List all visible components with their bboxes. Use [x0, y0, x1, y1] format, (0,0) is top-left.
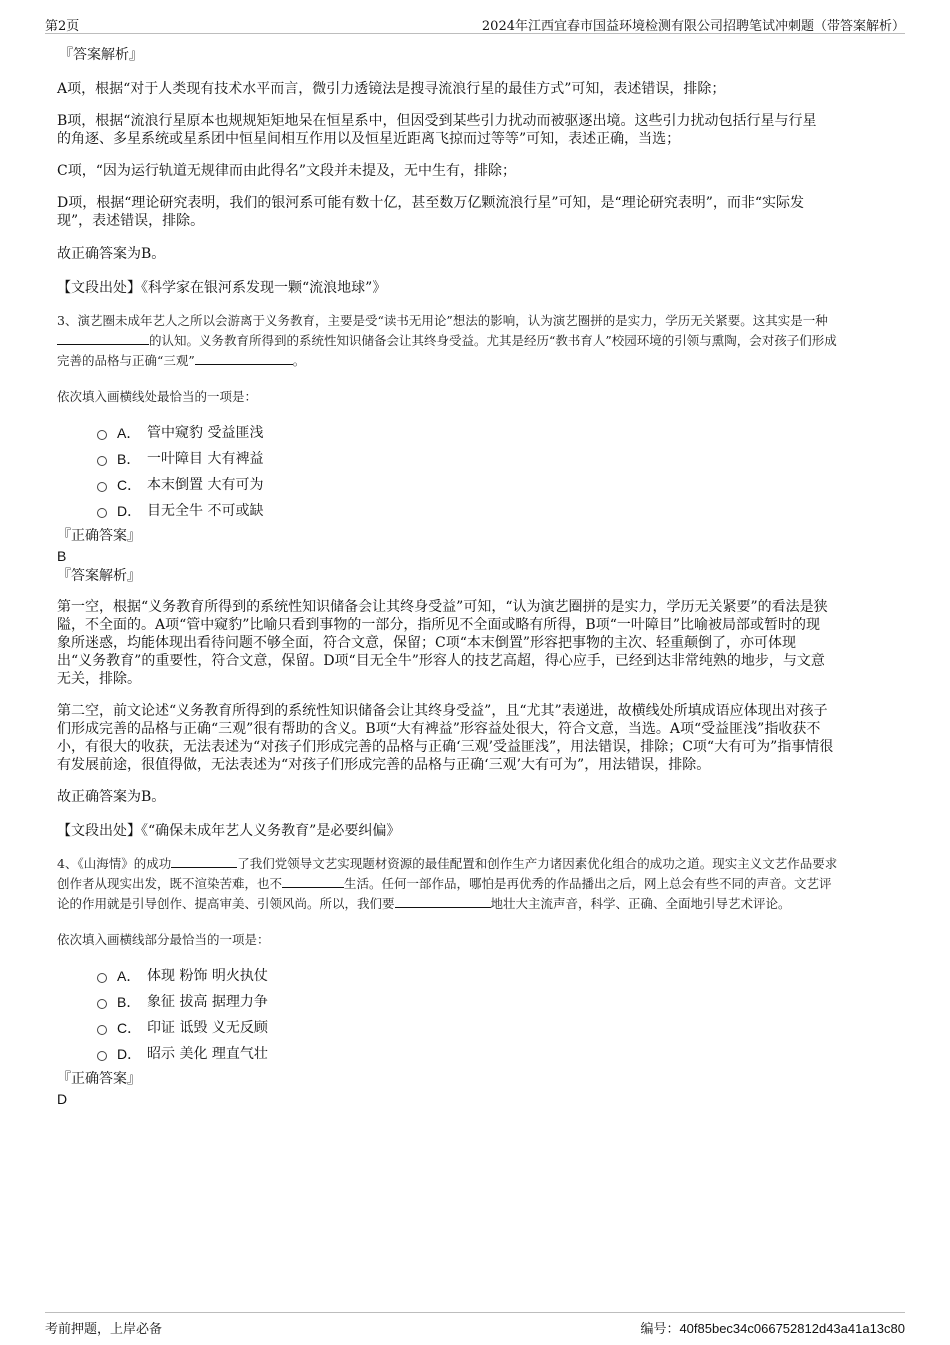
- analysis-option-a: A项，根据“对于人类现有技术水平而言，微引力透镜法是搜寻流浪行星的最佳方式”可知，表述错误，排除；: [57, 81, 726, 97]
- page-header: [45, 13, 905, 34]
- question-3-options: [97, 420, 895, 524]
- fill-blank: [195, 352, 293, 365]
- answer-label: 『正确答案』: [57, 1071, 141, 1087]
- option-b[interactable]: B． 象征 拔高 据理力争: [97, 989, 895, 1015]
- option-a[interactable]: A． 管中窥豹 受益匪浅: [97, 420, 895, 446]
- fill-blank: [282, 875, 344, 888]
- footer-slogan: 考前押题，上岸必备: [45, 1322, 163, 1337]
- question-3-stem-line1: 3、演艺圈未成年艺人之所以会游离于义务教育，主要是受“读书无用论”想法的影响，认为演艺圈拼的是实力，学历无关紧要。这其实是一种: [57, 313, 828, 328]
- analysis-option-b-line2: 的角逐、多星系统或星系团中恒星间相互作用以及恒星近距离飞掠而过等等”可知，表述正确，当选；: [57, 131, 681, 147]
- radio-icon[interactable]: [97, 482, 107, 492]
- page-number: 第2页: [45, 19, 80, 34]
- option-b[interactable]: B． 一叶障目 大有裨益: [97, 446, 895, 472]
- source-citation: 【文段出处】《“确保未成年艺人义务教育”是必要纠偏》: [57, 823, 401, 839]
- question-4-stem-line3: 论的作用就是引导创作、提高审美、引领风尚。所以，我们要 地壮大主流声音，科学、正确、全面地引导艺术评论。: [57, 896, 791, 911]
- radio-icon[interactable]: [97, 1051, 107, 1061]
- question-4-options: [97, 963, 895, 1067]
- fill-blank: [395, 895, 491, 908]
- analysis-option-d-line2: 现”，表述错误，排除。: [57, 213, 205, 229]
- question-4-prompt: 依次填入画横线部分最恰当的一项是：: [57, 932, 270, 947]
- analysis-paragraph-1: 第一空，根据“义务教育所得到的系统性知识储备会让其终身受益”可知，“认为演艺圈拼的是实力，学历无关紧要”的看法是狭 隘，不全面的。A项“管中窥豹”比喻只看到事物的一部分，指所见不全面或略有所得，B项“一叶障目”比喻被局部或暂时的现 象所迷惑，均能体现出看待问题不够全面，符合文意，保留；C项“本末倒置”形容把事物的主次、轻重颠倒了，亦可体现 出“义务教育”的重要性，符合文意，保留。D项“目无全牛”形容人的技艺高超，得心应手，已经到达非常纯熟的地步，与文意 无关，排除。: [57, 599, 828, 687]
- analysis-conclusion: 故正确答案为B。: [57, 246, 166, 262]
- option-d[interactable]: D． 昭示 美化 理直气壮: [97, 1041, 895, 1067]
- fill-blank: [171, 855, 237, 868]
- radio-icon[interactable]: [97, 1025, 107, 1035]
- radio-icon[interactable]: [97, 430, 107, 440]
- source-citation: 【文段出处】《科学家在银河系发现一颗“流浪地球”》: [57, 280, 387, 296]
- option-c[interactable]: C． 本末倒置 大有可为: [97, 472, 895, 498]
- option-a[interactable]: A． 体现 粉饰 明火执仗: [97, 963, 895, 989]
- radio-icon[interactable]: [97, 508, 107, 518]
- question-3-stem-line3: 完善的品格与正确“三观” 。: [57, 353, 306, 368]
- question-3-prompt: 依次填入画横线处最恰当的一项是：: [57, 389, 258, 404]
- fill-blank: [57, 332, 149, 345]
- question-4-stem-line2: 创作者从现实出发，既不渲染苦难，也不 生活。任何一部作品，哪怕是再优秀的作品播出之后，网上总会有些不同的声音。文艺评: [57, 876, 832, 891]
- radio-icon[interactable]: [97, 456, 107, 466]
- question-3-stem-line2: 的认知。义务教育所得到的系统性知识储备会让其终身受益。尤其是经历“教书育人”校园环境的引领与熏陶，会对孩子们形成: [57, 331, 895, 351]
- main-content: [57, 45, 895, 1109]
- analysis-label: 『答案解析』: [59, 47, 143, 63]
- document-id: 编号：40f85bec34c066752812d43a41a13c80: [640, 1321, 905, 1336]
- analysis-paragraph-2: 第二空，前文论述“义务教育所得到的系统性知识储备会让其终身受益”，且“尤其”表递进，故横线处所填成语应体现出对孩子 们形成完善的品格与正确“三观”很有帮助的含义。B项“大有裨益”形容益处很大，符合文意，当选。A项“受益匪浅”指收获不 小，有很大的收获，无法表述为“对孩子们形成完善的品格与正确‘三观’受益匪浅”，用法错误，排除；C项“大有可为”指事情很 有发展前途，很值得做，无法表述为“对孩子们形成完善的品格与正确‘三观’大有可为”，用法错误，排除。: [57, 703, 834, 773]
- analysis-option-b-line1: B项，根据“流浪行星原本也规规矩矩地呆在恒星系中，但因受到某些引力扰动而被驱逐出境。这些引力扰动包括行星与行星: [57, 113, 817, 129]
- question-4-stem-line1: 4、《山海情》的成功 了我们党领导文艺实现题材资源的最佳配置和创作生产力诸因素优化组合的成功之道。现实主义文艺作品要求: [57, 856, 838, 871]
- document-title: 2024年江西宜春市国益环境检测有限公司招聘笔试冲刺题（带答案解析）: [481, 19, 905, 34]
- option-d[interactable]: D． 目无全牛 不可或缺: [97, 498, 895, 524]
- analysis-label: 『答案解析』: [57, 568, 141, 584]
- answer-value: D: [57, 1091, 68, 1107]
- page-footer: [45, 1312, 905, 1337]
- answer-value: B: [57, 548, 67, 564]
- option-c[interactable]: C． 印证 诋毁 义无反顾: [97, 1015, 895, 1041]
- answer-label: 『正确答案』: [57, 528, 141, 544]
- radio-icon[interactable]: [97, 999, 107, 1009]
- analysis-option-c: C项，“因为运行轨道无规律而由此得名”文段并未提及，无中生有，排除；: [57, 163, 517, 179]
- analysis-option-d-line1: D项，根据“理论研究表明，我们的银河系可能有数十亿，甚至数万亿颗流浪行星”可知，是“理论研究表明”，而非“实际发: [57, 195, 805, 211]
- analysis-conclusion: 故正确答案为B。: [57, 789, 166, 805]
- radio-icon[interactable]: [97, 973, 107, 983]
